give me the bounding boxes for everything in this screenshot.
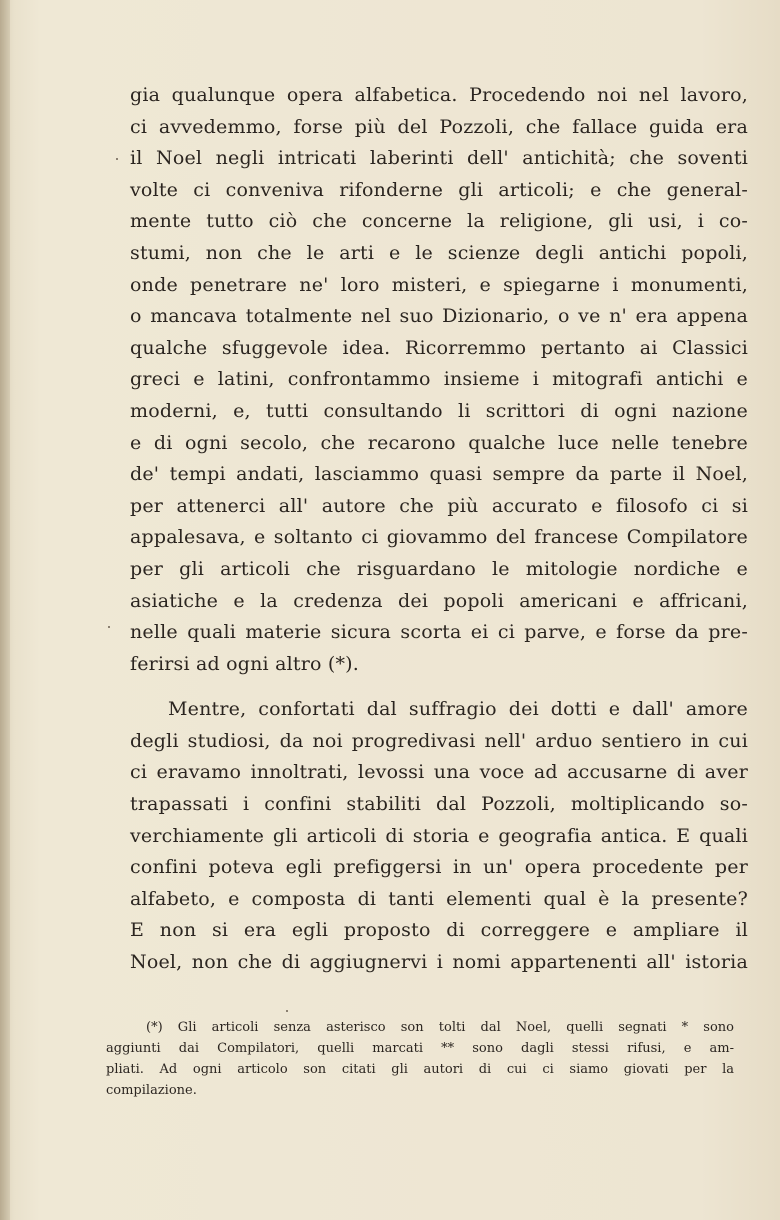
- footnote-line: compilazione.: [106, 1083, 197, 1098]
- text-line: qualche sfuggevole idea. Ricorremmo pertanto ai Classici: [130, 336, 748, 359]
- paragraph-1: [130, 80, 748, 680]
- text-line: onde penetrare ne' loro misteri, e spiegarne i monumenti,: [130, 273, 748, 296]
- text-line: volte ci conveniva rifonderne gli articoli; e che general-: [130, 178, 748, 201]
- text-line: il Noel negli intricati laberinti dell' antichità; che soventi: [130, 147, 748, 170]
- text-line: verchiamente gli articoli di storia e geografia antica. E quali: [130, 824, 748, 847]
- footnote-line: aggiunti dai Compilatori, quelli marcati ** sono dagli stessi rifusi, e am-: [106, 1041, 734, 1056]
- text-line: ferirsi ad ogni altro (*).: [130, 652, 360, 675]
- text-line: o mancava totalmente nel suo Dizionario, o ve n' era appena: [130, 305, 748, 328]
- text-line: gia qualunque opera alfabetica. Procedendo noi nel lavoro,: [130, 84, 748, 106]
- text-line: e di ogni secolo, che recarono qualche luce nelle tenebre: [130, 431, 748, 454]
- text-line: ci avvedemmo, forse più del Pozzoli, che fallace guida era: [130, 115, 748, 138]
- footnote-line: pliati. Ad ogni articolo son citati gli autori di cui ci siamo giovati per la: [106, 1062, 734, 1077]
- ink-speck: [286, 1010, 288, 1012]
- footnote-line: (*) Gli articoli senza asterisco son tolti dal Noel, quelli segnati * sono: [146, 1020, 734, 1035]
- text-line: per gli articoli che risguardano le mitologie nordiche e: [130, 557, 748, 580]
- text-line: confini poteva egli prefiggersi in un' opera procedente per: [130, 856, 748, 879]
- text-line: degli studiosi, da noi progredivasi nell' arduo sentiero in cui: [130, 729, 748, 752]
- text-line: moderni, e, tutti consultando li scrittori di ogni nazione: [130, 399, 748, 422]
- paragraph-2: [130, 694, 748, 978]
- text-line: trapassati i confini stabiliti dal Pozzoli, moltiplicando so-: [130, 793, 748, 816]
- text-line: stumi, non che le arti e le scienze degli antichi popoli,: [130, 241, 748, 264]
- ink-speck: [116, 158, 118, 160]
- text-line: asiatiche e la credenza dei popoli americani e affricani,: [130, 589, 748, 612]
- ink-speck: [108, 626, 110, 628]
- text-line: Noel, non che di aggiugnervi i nomi appartenenti all' istoria: [130, 951, 748, 974]
- footnote: [106, 1017, 734, 1101]
- text-line: ci eravamo innoltrati, levossi una voce ad accusarne di aver: [130, 761, 748, 784]
- text-line: per attenerci all' autore che più accurato e filosofo ci si: [130, 494, 748, 517]
- text-line: appalesava, e soltanto ci giovammo del francese Compilatore: [130, 526, 748, 549]
- text-line: greci e latini, confrontammo insieme i mitografi antichi e: [130, 368, 748, 391]
- text-line: alfabeto, e composta di tanti elementi qual è la presente?: [130, 887, 748, 910]
- text-line: mente tutto ciò che concerne la religione, gli usi, i co-: [130, 210, 748, 233]
- text-line: E non si era egli proposto di correggere e ampliare il: [130, 919, 748, 942]
- text-line: de' tempi andati, lasciammo quasi sempre da parte il Noel,: [130, 463, 748, 486]
- binding-edge: [0, 0, 10, 1220]
- text-line: nelle quali materie sicura scorta ei ci parve, e forse da pre-: [130, 621, 748, 644]
- main-text: [130, 80, 748, 979]
- text-line: Mentre, confortati dal suffragio dei dotti e dall' amore: [168, 698, 748, 721]
